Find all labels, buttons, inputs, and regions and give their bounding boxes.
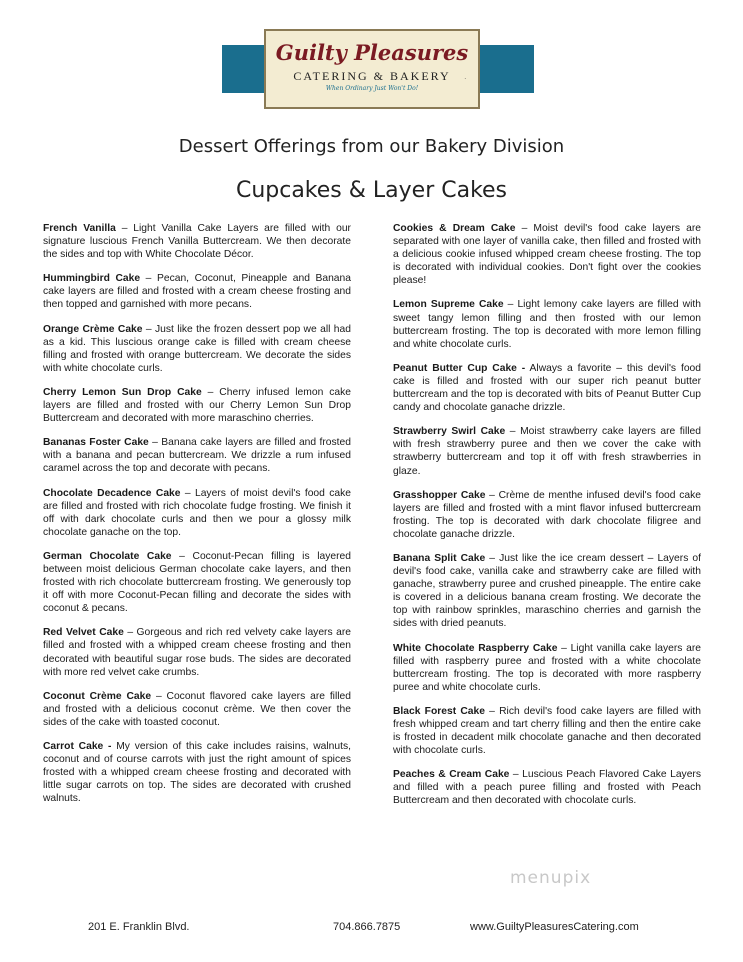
item-description: – Moist devil's food cake layers are separated with one layer of vanilla cake, then filled and frosted with a delicious cookie infused whipped cream cheese frosting. The top is decorated with individual cookies. Don't fight over the cookies please! [393,223,701,287]
page-title: Dessert Offerings from our Bakery Division [178,136,565,157]
item-name: White Chocolate Raspberry Cake [393,642,558,654]
item-name: Peanut Butter Cup Cake - [393,362,526,374]
menu-item [393,362,701,414]
item-description: – Light vanilla cake layers are filled with raspberry puree and frosted with a white chocolate buttercream frosting. The top is decorated with more raspberry puree and white chocolate curls. [393,642,701,693]
footer-website: www.GuiltyPleasuresCatering.com [470,921,639,933]
right-column [393,222,701,808]
menu-item [43,550,351,615]
item-name: Black Forest Cake [393,705,485,717]
item-name: Orange Crème Cake [43,323,143,335]
logo-title: Guilty Pleasures [275,40,469,65]
item-name: Coconut Crème Cake [43,690,152,702]
menu-item [43,626,351,678]
item-name: Red Velvet Cake [43,627,124,639]
item-description: – Luscious Peach Flavored Cake Layers and filled with a peach puree filling and frosted with Peach Buttercream and then decorated with chocolate curls. [393,769,701,807]
section-title: Cupcakes & Layer Cakes [235,178,508,203]
item-description: Always a favorite – this devil's food cake is filled and frosted with our super rich peanut butter buttercream and the top is decorated with bits of Peanut Butter Cup candy and chocolate ganache drizzle. [393,362,702,414]
item-description: – Crème de menthe infused devil's food cake layers are filled and frosted with a mint flavor infused buttercream frosting. The top is decorated with dark chocolate filigree and chocolate ganache drizzle. [393,489,701,540]
menu-item [393,489,701,541]
menu-item [43,222,351,261]
watermark: menupix [510,868,592,888]
logo [264,29,480,109]
menu-item [43,436,351,475]
logo-tagline: When Ordinary Just Won't Do! [325,85,419,92]
item-description: – Moist strawberry cake layers are filled with fresh strawberry puree and then we cover the cake with strawberry buttercream and top it off with fresh strawberries in glaze. [393,426,701,477]
menu-item [393,768,701,807]
item-name: Hummingbird Cake [43,273,141,285]
item-description: – Just like the frozen dessert pop we all had as a kid. This luscious orange cake is filled with cream cheese filling and frosted with orange buttercream. We decorate the sides with white chocolate curls. [43,323,351,374]
item-description: – Gorgeous and rich red velvety cake layers are filled and frosted with a whipped cream cheese frosting and then decorated with beautiful sugar rose buds. The sides are decorated with more red velvet cake crumbs. [43,627,351,678]
menu-item [393,298,701,350]
item-description: – Light lemony cake layers are filled with sweet tangy lemon filling and then frosted with our lemon buttercream frosting. The top is decorated with more lemon filling and white chocolate curls. [393,299,701,350]
item-description: – Banana cake layers are filled and frosted with a banana and pecan buttercream. We drizzle a rum infused caramel across the top and decorate with pecans. [43,437,351,475]
menu-item [43,487,351,539]
item-description: – Light Vanilla Cake Layers are filled with our signature luscious French Vanilla Buttercream. We then decorate the sides and top with White Chocolate Décor. [43,223,351,261]
item-name: Banana Split Cake [393,552,486,564]
menu-item [393,705,701,757]
item-name: Cherry Lemon Sun Drop Cake [43,386,202,398]
menu-item [393,222,701,287]
item-name: Carrot Cake - [43,741,112,752]
menu-item [43,272,351,311]
item-name: Peaches & Cream Cake [393,769,510,781]
menu-item [43,386,351,425]
footer-phone: 704.866.7875 [333,921,401,933]
item-name: Lemon Supreme Cake [393,299,504,311]
menu-item [393,642,701,694]
item-description: – Rich devil's food cake layers are filled with fresh whipped cream and tart cherry filling and then the entire cake is frosted in decadent milk chocolate ganache and then decorated with chocolate curls. [393,705,701,757]
menu-item [393,552,701,631]
item-description: – Just like the ice cream dessert – Layers of devil's food cake, vanilla cake and strawberry cake are filled with ganache, strawberry puree and crushed pineapple. The entire cake is covered in a delicious banana cream frosting. We decorate the top with rainbow sprinkles, maraschino cherries and garnish the sides with dried peanuts. [393,552,701,630]
footer-address: 201 E. Franklin Blvd. [88,921,190,933]
item-name: Cookies & Dream Cake [393,223,516,234]
item-description: – Pecan, Coconut, Pineapple and Banana cake layers are filled and frosted with a cream cheese frosting and then topped and garnished with more pecans. [43,273,351,311]
item-name: Grasshopper Cake [393,489,486,501]
item-name: French Vanilla [43,223,116,234]
item-name: Strawberry Swirl Cake [393,426,506,438]
left-column [43,222,351,805]
item-name: German Chocolate Cake [43,550,172,562]
menu-item [43,690,351,729]
item-description: My version of this cake includes raisins, walnuts, coconut and of course carrots with just the right amount of spices frosted with a whipped cream cheese frosting and decorated with little sugar carrots on top. The sides are decorated with crushed walnuts. [43,741,351,805]
menu-item [43,323,351,375]
menu-item [43,740,351,805]
menu-item [393,425,701,477]
item-description: – Coconut flavored cake layers are filled and frosted with a delicious coconut crème. We then cover the sides of the cake with toasted coconut. [43,690,352,728]
item-description: – Layers of moist devil's food cake are filled and frosted with rich chocolate fudge frosting. We finish it off with dark chocolate curls and then we pour a glossy milk chocolate ganache on the top. [43,487,351,538]
logo-subtitle: CATERING & BAKERY [293,69,451,83]
item-description: – Coconut-Pecan filling is layered between moist delicious German chocolate cake layers, and then frosted with rich chocolate buttercream frosting. We generously top it off with more Coconut-Pecan filling and decorate the sides with coconut & pecans. [43,550,351,615]
item-name: Bananas Foster Cake [43,437,149,449]
item-name: Chocolate Decadence Cake [43,487,181,499]
item-description: – Cherry infused lemon cake layers are filled and frosted with our Cherry Lemon Sun Drop Buttercream and decorated with more maraschino cherries. [43,386,351,425]
logo-dot: . [464,75,466,81]
